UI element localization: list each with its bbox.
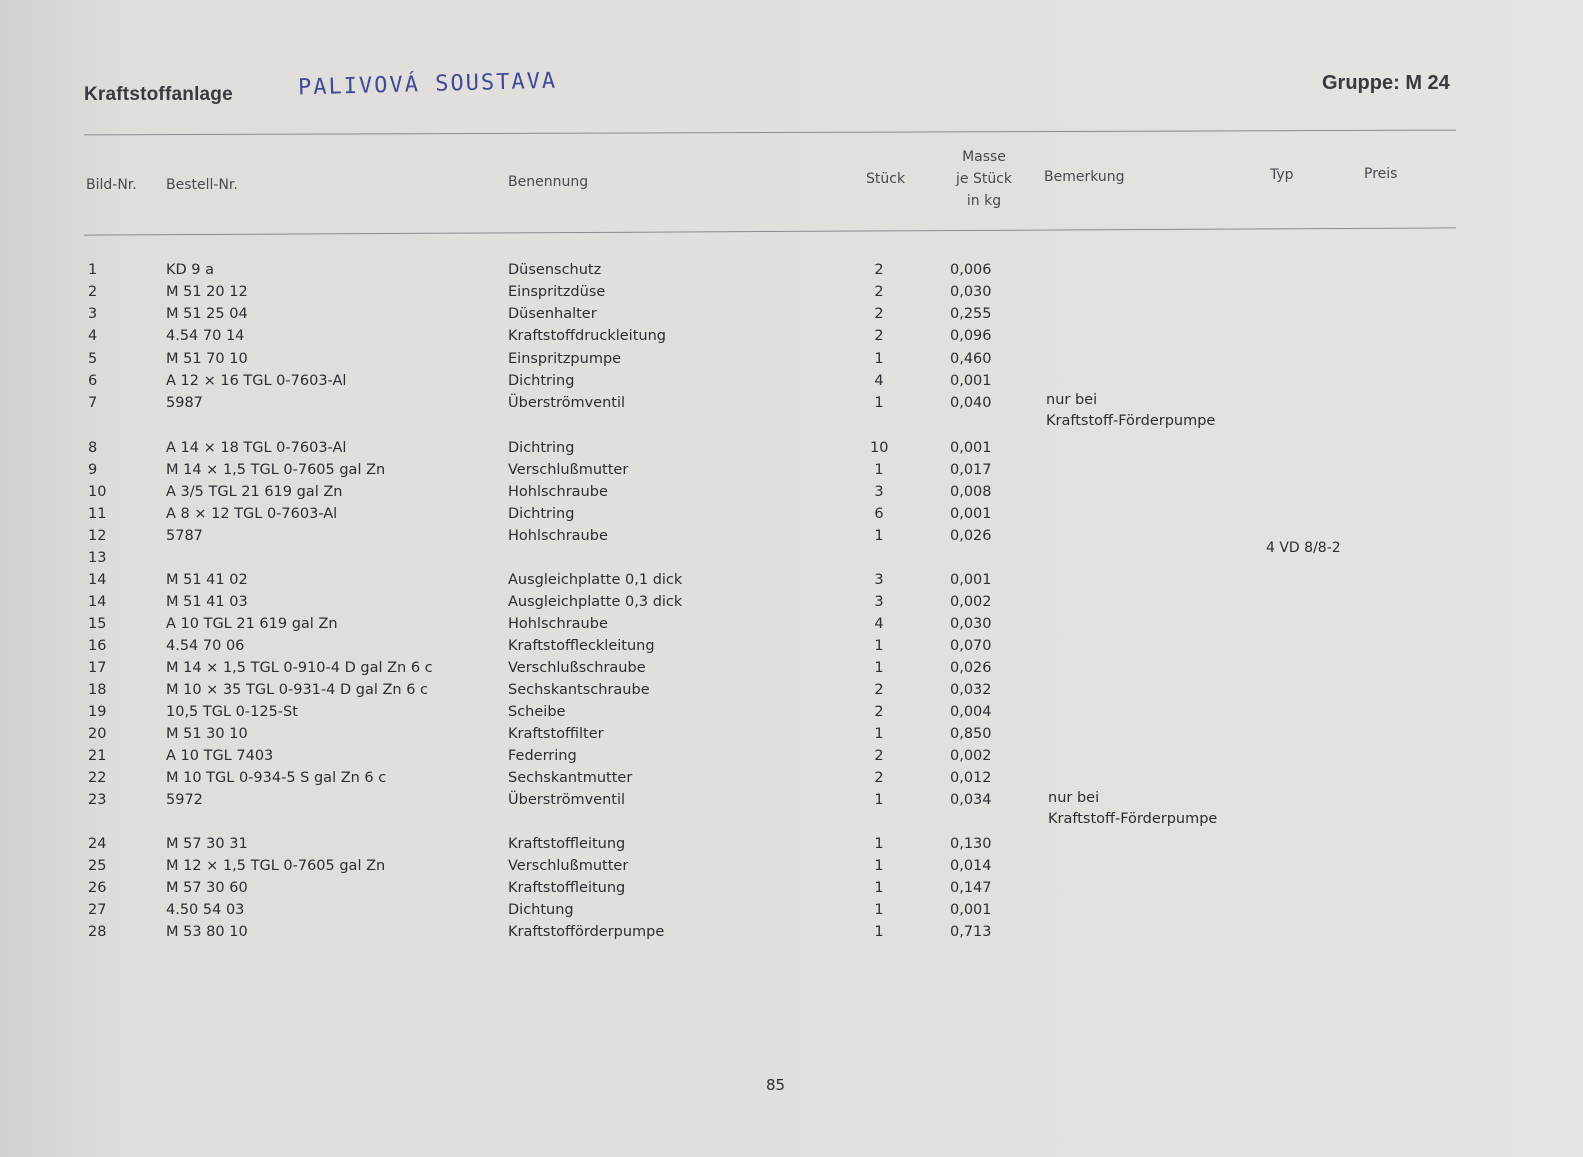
bild-nr-cell: 11 — [88, 506, 107, 522]
stueck-cell: 2 — [874, 704, 884, 720]
typ-value: 4 VD 8/8-2 — [1266, 540, 1341, 556]
table-row — [0, 660, 1583, 682]
bild-nr-cell: 26 — [88, 880, 107, 896]
bild-nr-cell: 16 — [88, 638, 107, 654]
masse-cell: 0,255 — [950, 306, 992, 322]
table-row — [0, 351, 1583, 373]
stueck-cell: 2 — [874, 262, 884, 278]
table-row — [0, 572, 1583, 594]
benennung-cell: Sechskantschraube — [508, 682, 650, 698]
benennung-cell: Hohlschraube — [508, 528, 608, 544]
table-row — [0, 328, 1583, 350]
bestell-nr-cell: M 51 30 10 — [166, 726, 248, 742]
masse-cell: 0,460 — [950, 351, 992, 367]
masse-cell: 0,850 — [950, 726, 992, 742]
bild-nr-cell: 17 — [88, 660, 107, 676]
bild-nr-cell: 13 — [88, 550, 107, 566]
bild-nr-cell: 19 — [88, 704, 107, 720]
bestell-nr-cell: 5787 — [166, 528, 203, 544]
stueck-cell: 1 — [874, 836, 884, 852]
benennung-cell: Dichtung — [508, 902, 574, 918]
col-bild-nr: Bild-Nr. — [86, 177, 137, 193]
table-row — [0, 506, 1583, 528]
bestell-nr-cell: A 14 × 18 TGL 0-7603-Al — [166, 440, 347, 456]
masse-cell: 0,070 — [950, 638, 992, 654]
stueck-cell: 2 — [874, 284, 884, 300]
masse-cell: 0,001 — [950, 440, 992, 456]
bild-nr-cell: 12 — [88, 528, 107, 544]
masse-cell: 0,030 — [950, 284, 992, 300]
bestell-nr-cell: A 8 × 12 TGL 0-7603-Al — [166, 506, 338, 522]
masse-cell: 0,034 — [950, 792, 992, 808]
table-row — [0, 704, 1583, 726]
table-row — [0, 616, 1583, 638]
stueck-cell: 1 — [874, 638, 884, 654]
masse-cell: 0,030 — [950, 616, 992, 632]
table-row — [0, 594, 1583, 616]
benennung-cell: Dichtring — [508, 506, 575, 522]
bestell-nr-cell: M 51 25 04 — [166, 306, 248, 322]
stueck-cell: 3 — [874, 594, 884, 610]
table-row — [0, 792, 1583, 814]
masse-cell: 0,002 — [950, 594, 992, 610]
masse-cell: 0,026 — [950, 660, 992, 676]
masse-cell: 0,096 — [950, 328, 992, 344]
table-row — [0, 528, 1583, 550]
masse-cell: 0,002 — [950, 748, 992, 764]
benennung-cell: Federring — [508, 748, 577, 764]
masse-cell: 0,032 — [950, 682, 992, 698]
col-preis: Preis — [1364, 166, 1398, 182]
table-row — [0, 924, 1583, 946]
bestell-nr-cell: M 51 70 10 — [166, 351, 248, 367]
benennung-cell: Sechskantmutter — [508, 770, 633, 786]
benennung-cell: Überströmventil — [508, 792, 626, 808]
bild-nr-cell: 24 — [88, 836, 107, 852]
stueck-cell: 1 — [874, 351, 884, 367]
stueck-cell: 3 — [874, 484, 884, 500]
bestell-nr-cell: M 51 41 03 — [166, 594, 248, 610]
col-stueck: Stück — [866, 171, 906, 187]
col-masse-line3: in kg — [966, 193, 1002, 209]
table-row — [0, 373, 1583, 395]
page-number: 85 — [766, 1076, 786, 1094]
benennung-cell: Kraftstoffleitung — [508, 880, 626, 896]
table-row — [0, 726, 1583, 748]
remark-row-7-line1: nur bei — [1046, 392, 1098, 408]
remark-row-23-line1: nur bei — [1048, 790, 1100, 806]
bestell-nr-cell: M 53 80 10 — [166, 924, 248, 940]
masse-cell: 0,006 — [950, 262, 992, 278]
stueck-cell: 2 — [874, 682, 884, 698]
remark-row-7 — [1046, 390, 1215, 432]
bestell-nr-cell: 10,5 TGL 0-125-St — [166, 704, 298, 720]
stueck-cell: 1 — [874, 395, 884, 411]
bild-nr-cell: 15 — [88, 616, 107, 632]
benennung-cell: Verschlußmutter — [508, 462, 629, 478]
benennung-cell: Düsenschutz — [508, 262, 602, 278]
table-row — [0, 462, 1583, 484]
stueck-cell: 1 — [874, 660, 884, 676]
stueck-cell: 2 — [874, 770, 884, 786]
col-masse-line2: je Stück — [955, 171, 1012, 187]
benennung-cell: Verschlußmutter — [508, 858, 629, 874]
benennung-cell: Kraftstofförderpumpe — [508, 924, 665, 940]
col-masse — [944, 146, 1024, 212]
table-row — [0, 858, 1583, 880]
bild-nr-cell: 7 — [88, 395, 98, 411]
col-masse-line1: Masse — [962, 149, 1006, 165]
stueck-cell: 1 — [874, 462, 884, 478]
table-row — [0, 638, 1583, 660]
masse-cell: 0,001 — [950, 902, 992, 918]
masse-cell: 0,001 — [950, 506, 992, 522]
group-label: Gruppe: M 24 — [1322, 72, 1450, 94]
bild-nr-cell: 23 — [88, 792, 107, 808]
stueck-cell: 2 — [874, 306, 884, 322]
bestell-nr-cell: A 10 TGL 7403 — [166, 748, 274, 764]
bild-nr-cell: 25 — [88, 858, 107, 874]
table-row — [0, 484, 1583, 506]
bild-nr-cell: 3 — [88, 306, 98, 322]
bestell-nr-cell: 4.54 70 14 — [166, 328, 245, 344]
benennung-cell: Dichtring — [508, 373, 575, 389]
bestell-nr-cell: M 10 TGL 0-934-5 S gal Zn 6 c — [166, 770, 387, 786]
stueck-cell: 2 — [874, 328, 884, 344]
masse-cell: 0,713 — [950, 924, 992, 940]
col-bemerkung: Bemerkung — [1044, 169, 1125, 185]
col-benennung: Benennung — [508, 174, 589, 190]
bestell-nr-cell: M 10 × 35 TGL 0-931-4 D gal Zn 6 c — [166, 682, 429, 698]
col-typ: Typ — [1270, 167, 1294, 183]
stueck-cell: 4 — [874, 616, 884, 632]
benennung-cell: Einspritzdüse — [508, 284, 606, 300]
bild-nr-cell: 1 — [88, 262, 98, 278]
bild-nr-cell: 8 — [88, 440, 98, 456]
benennung-cell: Ausgleichplatte 0,1 dick — [508, 572, 683, 588]
masse-cell: 0,147 — [950, 880, 992, 896]
benennung-cell: Kraftstoffleitung — [508, 836, 626, 852]
stueck-cell: 2 — [874, 748, 884, 764]
table-row — [0, 306, 1583, 328]
top-rule — [84, 130, 1456, 136]
bestell-nr-cell: M 12 × 1,5 TGL 0-7605 gal Zn — [166, 858, 386, 874]
remark-row-23-line2: Kraftstoff-Förderpumpe — [1048, 811, 1218, 827]
bestell-nr-cell: M 51 41 02 — [166, 572, 248, 588]
stueck-cell: 1 — [874, 528, 884, 544]
masse-cell: 0,001 — [950, 373, 992, 389]
bild-nr-cell: 22 — [88, 770, 107, 786]
masse-cell: 0,040 — [950, 395, 992, 411]
benennung-cell: Kraftstoffleckleitung — [508, 638, 655, 654]
bestell-nr-cell: 4.50 54 03 — [166, 902, 245, 918]
bestell-nr-cell: M 14 × 1,5 TGL 0-7605 gal Zn — [166, 462, 386, 478]
bild-nr-cell: 27 — [88, 902, 107, 918]
masse-cell: 0,008 — [950, 484, 992, 500]
benennung-cell: Überströmventil — [508, 395, 626, 411]
bild-nr-cell: 21 — [88, 748, 107, 764]
stueck-cell: 6 — [874, 506, 884, 522]
table-row — [0, 284, 1583, 306]
bild-nr-cell: 2 — [88, 284, 98, 300]
table-row — [0, 262, 1583, 284]
stueck-cell: 1 — [874, 858, 884, 874]
stueck-cell: 1 — [874, 880, 884, 896]
table-row — [0, 770, 1583, 792]
bestell-nr-cell: M 57 30 31 — [166, 836, 248, 852]
bild-nr-cell: 14 — [88, 594, 107, 610]
bestell-nr-cell: M 51 20 12 — [166, 284, 248, 300]
bestell-nr-cell: A 12 × 16 TGL 0-7603-Al — [166, 373, 347, 389]
masse-cell: 0,001 — [950, 572, 992, 588]
table-row — [0, 395, 1583, 417]
bestell-nr-cell: 4.54 70 06 — [166, 638, 245, 654]
col-bestell-nr: Bestell-Nr. — [166, 177, 238, 193]
bild-nr-cell: 28 — [88, 924, 107, 940]
bild-nr-cell: 20 — [88, 726, 107, 742]
table-row — [0, 836, 1583, 858]
table-row — [0, 440, 1583, 462]
handwritten-note: PALIVOVÁ SOUSTAVA — [297, 68, 558, 101]
bestell-nr-cell: KD 9 a — [166, 262, 215, 278]
stueck-cell: 10 — [870, 440, 889, 456]
table-row — [0, 550, 1583, 572]
bestell-nr-cell: A 10 TGL 21 619 gal Zn — [166, 616, 338, 632]
stueck-cell: 1 — [874, 792, 884, 808]
bild-nr-cell: 9 — [88, 462, 98, 478]
bestell-nr-cell: M 14 × 1,5 TGL 0-910-4 D gal Zn 6 c — [166, 660, 433, 676]
bild-nr-cell: 14 — [88, 572, 107, 588]
table-row — [0, 682, 1583, 704]
bild-nr-cell: 4 — [88, 328, 98, 344]
masse-cell: 0,130 — [950, 836, 992, 852]
masse-cell: 0,014 — [950, 858, 992, 874]
masse-cell: 0,017 — [950, 462, 992, 478]
masse-cell: 0,012 — [950, 770, 992, 786]
benennung-cell: Verschlußschraube — [508, 660, 646, 676]
benennung-cell: Scheibe — [508, 704, 566, 720]
stueck-cell: 3 — [874, 572, 884, 588]
remark-row-23 — [1048, 788, 1217, 830]
benennung-cell: Dichtring — [508, 440, 575, 456]
benennung-cell: Ausgleichplatte 0,3 dick — [508, 594, 683, 610]
stueck-cell: 1 — [874, 902, 884, 918]
benennung-cell: Einspritzpumpe — [508, 351, 622, 367]
benennung-cell: Kraftstoffilter — [508, 726, 604, 742]
bestell-nr-cell: M 57 30 60 — [166, 880, 248, 896]
table-row — [0, 748, 1583, 770]
stueck-cell: 4 — [874, 373, 884, 389]
stueck-cell: 1 — [874, 726, 884, 742]
bild-nr-cell: 5 — [88, 351, 98, 367]
stueck-cell: 1 — [874, 924, 884, 940]
bestell-nr-cell: 5972 — [166, 792, 203, 808]
masse-cell: 0,004 — [950, 704, 992, 720]
bestell-nr-cell: 5987 — [166, 395, 203, 411]
table-row — [0, 880, 1583, 902]
benennung-cell: Hohlschraube — [508, 616, 608, 632]
masse-cell: 0,026 — [950, 528, 992, 544]
bild-nr-cell: 6 — [88, 373, 98, 389]
benennung-cell: Hohlschraube — [508, 484, 608, 500]
header-rule — [84, 227, 1456, 235]
remark-row-7-line2: Kraftstoff-Förderpumpe — [1046, 413, 1216, 429]
benennung-cell: Kraftstoffdruckleitung — [508, 328, 666, 344]
table-row — [0, 902, 1583, 924]
benennung-cell: Düsenhalter — [508, 306, 597, 322]
bild-nr-cell: 10 — [88, 484, 107, 500]
bestell-nr-cell: A 3/5 TGL 21 619 gal Zn — [166, 484, 343, 500]
section-title: Kraftstoffanlage — [84, 84, 233, 105]
bild-nr-cell: 18 — [88, 682, 107, 698]
